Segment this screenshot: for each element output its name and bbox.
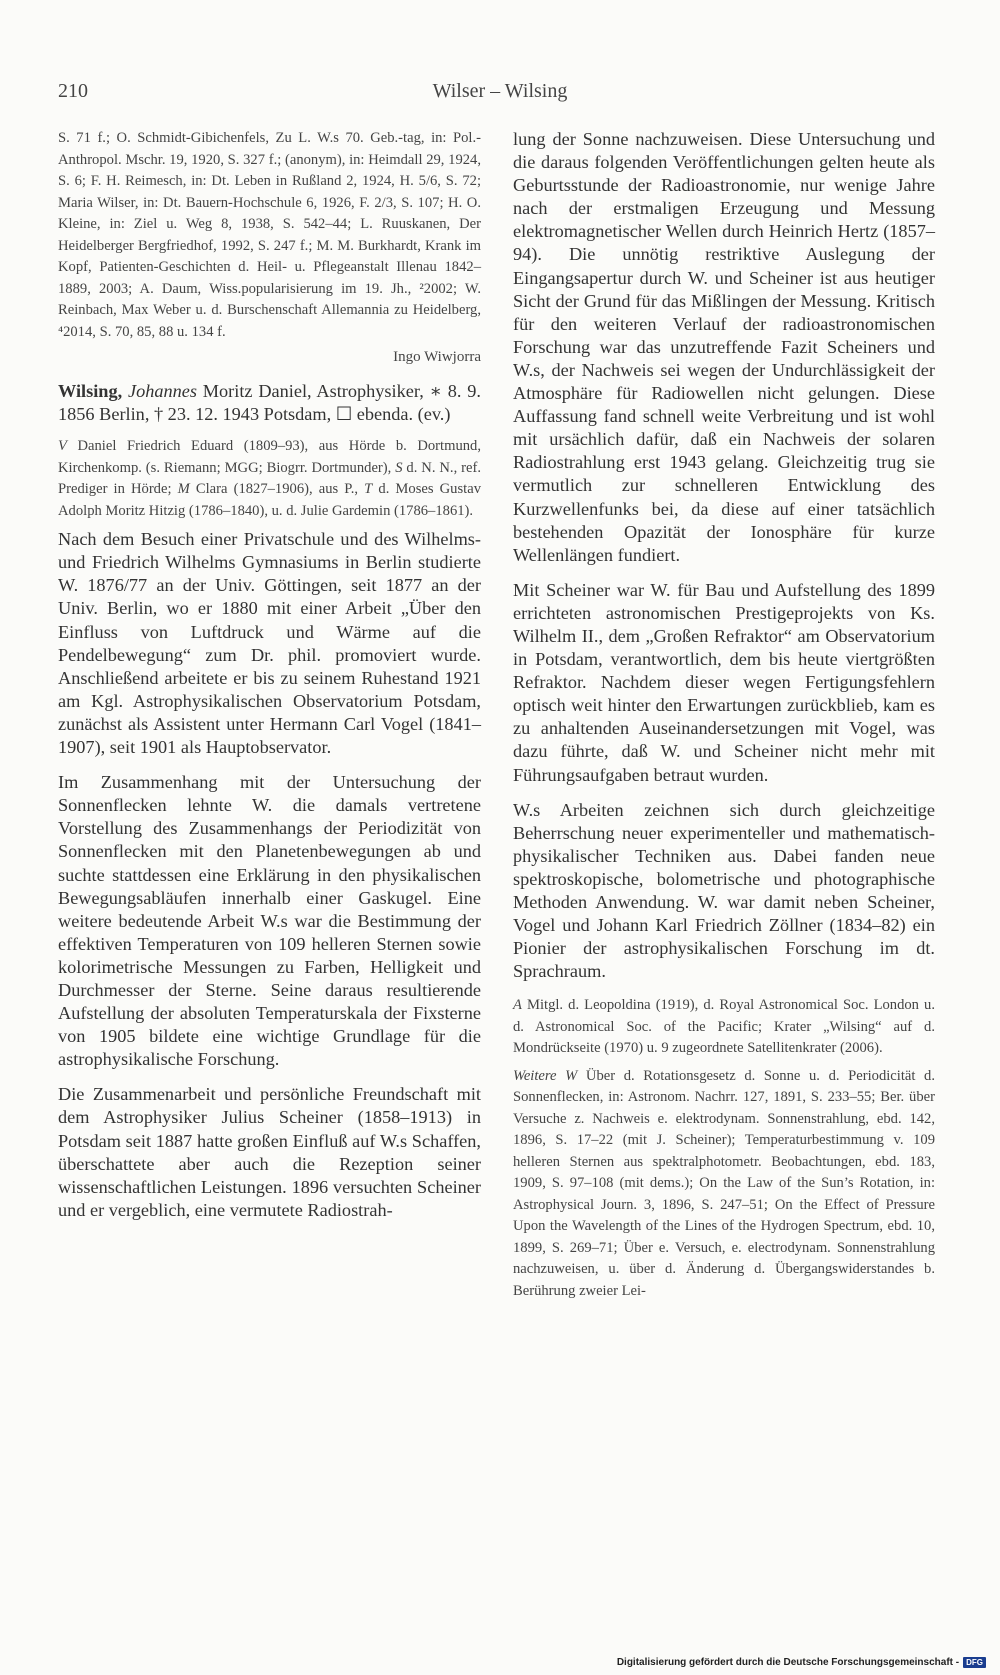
father-label: V — [58, 438, 67, 455]
dfg-logo: DFG — [963, 1657, 986, 1668]
daughter-label: T — [364, 481, 373, 498]
page-number: 210 — [58, 80, 88, 102]
previous-entry-literature: S. 71 f.; O. Schmidt-Gibichenfels, Zu L. W.s 70. Geb.-tag, in: Pol.-Anthropol. Mschr. 19, 1920, S. 327 f.; (anonym), in: Heimdall 29, 1924, S. 6; F. H. Reimesch, in: Dt. Leben in Rußland 2, 1924, H. 5/6, S. 72; Maria Wilser, in: Dt. Bauern-Hochschule 6, 1926, F. 2/3, S. 107; H. O. Kleine, in: Ziel u. Weg 8, 1938, S. 542–44; L. Ruuskanen, Der Heidelberger Bergfriedhof, 1992, S. 247 f.; M. M. Burkhardt, Krank im Kopf, Patienten-Geschichten d. Heil- u. Pflegeanstalt Illenau 1842–1889, 2003; A. Daum, Wiss.popularisierung im 19. Jh., ²2002; W. Reinbach, Max Weber u. d. Burschenschaft Allemannia zu Heidelberg, ⁴2014, S. 70, 85, 88 u. 134 f. — [58, 130, 481, 340]
body-paragraph-1: Nach dem Besuch einer Privatschule und des Wilhelms- und Friedrich Wilhelms Gymnasiums in Berlin studierte W. 1876/77 an der Univ. Göttingen, seit 1877 an der Univ. Berlin, wo er 1880 mit einer Arbeit „Über den Einfluss von Luftdruck und Wärme auf die Pendelbewegung“ zum Dr. phil. promoviert wurde. Anschließend arbeitete er bis zu seinem Ruhestand 1921 am Kgl. Astrophysikalischen Observatorium Potsdam, zunächst als Assistent unter Hermann Carl Vogel (1841–1907), seit 1901 als Hauptobservator. — [58, 529, 481, 758]
entry-headword — [58, 380, 481, 426]
awards-label: A — [513, 997, 522, 1014]
body-paragraph-5: Mit Scheiner war W. für Bau und Aufstellung des 1899 errichteten astronomischen Prestigeprojekts von Ks. Wilhelm II., dem „Großen Refraktor“ am Observatorium in Potsdam, verantwortlich, dem bis heute viertgrößten Refraktor. Nachdem dieser wegen Fertigungsfehlern optisch weit hinter den Erwartungen zurückblieb, kam es zu anhaltenden Auseinandersetzungen mit Vogel, was dazu führte, daß W. und Scheiner nicht mehr mit Führungsaufgaben betraut wurden. — [513, 579, 935, 785]
digitization-footer — [617, 1657, 986, 1668]
footer-text: Digitalisierung gefördert durch die Deutsche Forschungsgemeinschaft - — [616, 1657, 960, 1668]
sibling-text: d. N. N., ref. Prediger in Hörde; — [58, 459, 481, 498]
body-paragraph-3: Die Zusammenarbeit und persönliche Freundschaft mit dem Astrophysiker Julius Scheiner (1858–1913) in Potsdam seit 1887 hatte großen Einfluß auf W.s Schaffen, überschattete aber auch die Rezeption seiner wissenschaftlichen Leistungen. 1896 versuchten Scheiner und er vergeblich, eine vermutete Radiostrah- — [58, 1084, 481, 1220]
previous-entry-author: Ingo Wiwjorra — [393, 349, 481, 365]
left-column — [58, 128, 481, 1234]
awards-section — [513, 995, 935, 1060]
daughter-text: d. Moses Gustav Adolph Moritz Hitzig (1786–1840), u. d. Julie Gardemin (1786–1861). — [58, 481, 481, 519]
mother-label: M — [177, 481, 190, 498]
family-genealogy — [58, 436, 481, 522]
body-paragraph-4: lung der Sonne nachzuweisen. Diese Untersuchung und die daraus folgenden Veröffentlichungen gelten heute als Geburtsstunde der Radioastronomie, nur wenige Jahre nach der erstmaligen Erzeugung und Messung elektromagnetischer Wellen durch Heinrich Hertz (1857–94). Die unnötig restriktive Auslegung der Eingangsapertur durch W. und Scheiner ist aus heutiger Sicht der Grund für das Mißlingen der Messung. Kritisch für den weiteren Verlauf der radioastronomischen Forschung war das unzutreffende Fazit Scheiners und W.s, der Nachweis sei wegen der Undurchlässigkeit der Atmosphäre für Radiowellen nicht gelungen. Diese Auffassung fand schnell weite Verbreitung und ist wohl mit ursächlich dafür, daß ein Nachweis der solaren Radiostrahlung erst 1943 gelang. Gleichzeitig trug sie vermutlich zur schnelleren Entwicklung des Kurzwellenfunks bei, da diese auf einer tatsächlich bestehenden Opazität der Ionosphäre für kurze Wellenlängen fundiert. — [513, 129, 935, 565]
running-head: Wilser – Wilsing — [432, 80, 568, 102]
awards-text: Mitgl. d. Leopoldina (1919), d. Royal Astronomical Soc. London u. d. Astronomical Soc. of the Pacific; Krater „Wilsing“ auf d. Mondrückseite (1970) u. 9 zugeordnete Satellitenkrater (2006). — [513, 997, 935, 1057]
right-column — [513, 128, 935, 1308]
headword-details: Moritz Daniel, Astrophysiker, ∗ 8. 9. 1856 Berlin, † 23. 12. 1943 Potsdam, ☐ ebenda. (ev.) — [58, 381, 481, 425]
works-section — [513, 1066, 935, 1303]
works-label: Weitere W — [513, 1067, 578, 1084]
father-text: Daniel Friedrich Eduard (1809–93), aus Hörde b. Dortmund, Kirchenkomp. (s. Riemann; MGG; Biogrr. Dortmunder), — [58, 438, 481, 476]
body-paragraph-6: W.s Arbeiten zeichnen sich durch gleichzeitige Beherrschung neuer experimenteller und mathematisch-physikalischer Techniken aus. Dabei fanden neue spektroskopische, bolometrische und photographische Methoden Anwendung. W. war damit neben Scheiner, Vogel und Johann Karl Friedrich Zöllner (1834–82) ein Pionier der astrophysikalischen Forschung im dt. Sprachraum. — [513, 799, 935, 982]
body-paragraph-2: Im Zusammenhang mit der Untersuchung der Sonnenflecken lehnte W. die damals vertretene Vorstellung des Zusammenhangs der Periodizität von Sonnenflecken mit den Planetenbewegungen ab und suchte stattdessen eine Erklärung in den physikalischen Bewegungsabläufen innerhalb einer Gaskugel. Eine weitere bedeutende Arbeit W.s war die Bestimmung der effektiven Temperaturen von 109 helleren Sternen sowie kolorimetrische Messungen zu Farben, Helligkeit und Durchmesser der Sterne. Seine daraus resultierende Aufstellung der absoluten Temperaturskala der Fixsterne von 1905 bildete eine wichtige Grundlage für die astrophysikalische Forschung. — [58, 772, 481, 1070]
mother-text: Clara (1827–1906), aus P., — [189, 481, 365, 498]
works-text: Über d. Rotationsgesetz d. Sonne u. d. Periodicität d. Sonnenflecken, in: Astronom. Nachrr. 127, 1891, S. 233–55; Ber. über Versuche z. Nachweis e. elektrodynam. Sonnenstrahlung, ebd. 142, 1896, S. 17–22 (mit J. Scheiner); Temperaturbestimmung v. 109 helleren Sternen aus spektralphotometr. Beobachtungen, ebd. 183, 1909, S. 97–108 (mit dems.); On the Law of the Sun’s Rotation, in: Astrophysical Journ. 3, 1896, S. 247–51; On the Effect of Pressure Upon the Wavelength of the Lines of the Hydrogen Spectrum, ebd. 10, 1899, S. 269–71; Über e. Versuch, e. electrodynam. Sonnenstrahlung nachzuweisen, u. über d. Änderung d. Übergangswiderstandes b. Berührung zweier Lei- — [513, 1067, 935, 1299]
headword-given-name: Johannes — [127, 381, 198, 401]
sibling-label: S — [395, 459, 403, 476]
headword-surname: Wilsing, — [58, 381, 123, 401]
